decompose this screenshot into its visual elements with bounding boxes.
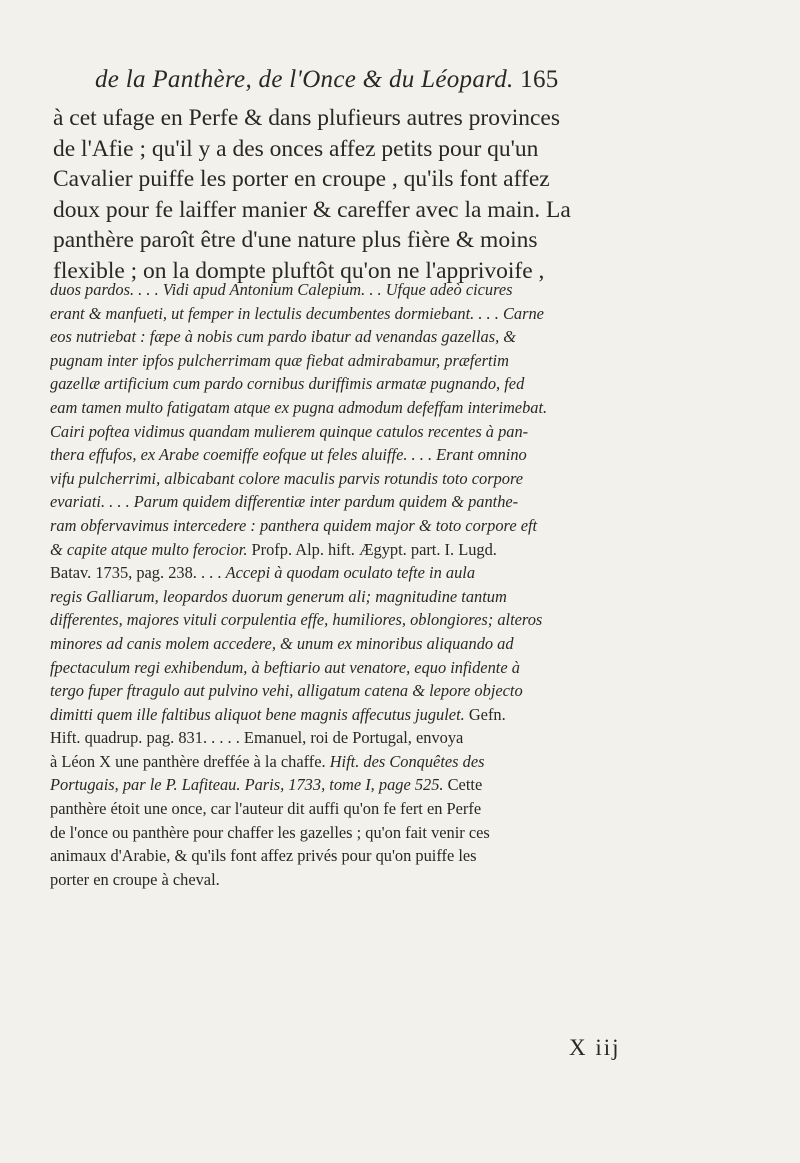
text-line: Cavalier puiffe les porter en croupe , qu'ils font affez: [53, 166, 550, 193]
footnote-run: pugnam inter ipfos pulcherrimam quæ fiebat admirabamur, præfertim: [50, 350, 509, 370]
footnote-line: [50, 750, 660, 774]
running-title: de la Panthère, de l'Once & du Léopard.: [95, 66, 514, 93]
footnote-run: Hift. quadrup. pag. 831. . . . . Emanuel, roi de Portugal, envoya: [50, 728, 464, 748]
main-text: [53, 103, 655, 287]
footnote-run: animaux d'Arabie, & qu'ils font affez privés pour qu'on puiffe les: [50, 846, 477, 866]
footnote-run: Cairi poftea vidimus quandam mulierem quinque catulos recentes à pan-: [50, 421, 529, 441]
footnote-run: vifu pulcherrimi, albicabant colore maculis parvis rotundis toto corpore: [50, 468, 524, 488]
footnote-run: eos nutriebat : fæpe à nobis cum pardo ibatur ad venandas gazellas, &: [50, 327, 517, 347]
footnote-line: [50, 278, 660, 302]
footnote-line: [50, 302, 660, 326]
text-line: panthère paroît être d'une nature plus fière & moins: [53, 227, 538, 254]
footnote-run: Cette: [447, 775, 483, 795]
footnote-run: Gefn.: [468, 704, 506, 724]
footnote-run: minores ad canis molem accedere, & unum ex minoribus aliquando ad: [50, 633, 514, 653]
footnote-run: regis Galliarum, leopardos duorum generum ali; magnitudine tantum: [50, 586, 507, 606]
footnote-line: [50, 679, 660, 703]
footnote: [50, 278, 660, 891]
footnote-run: evariati. . . . Parum quidem differentiæ inter pardum quidem & panthe-: [50, 492, 519, 512]
footnote-line: [50, 821, 660, 845]
footnote-line: [50, 585, 660, 609]
footnote-run: Batav. 1735, pag. 238. . . .: [50, 563, 226, 583]
footnote-line: [50, 325, 660, 349]
footnote-line: [50, 420, 660, 444]
footnote-run: Hift. des Conquêtes des: [329, 751, 485, 771]
footnote-run: Portugais, par le P. Lafiteau. Paris, 1733, tome I, page 525.: [50, 775, 448, 795]
footnote-line: [50, 443, 660, 467]
footnote-run: & capite atque multo ferocior.: [50, 539, 252, 559]
footnote-line: [50, 703, 660, 727]
text-line: à cet ufage en Perfe & dans plufieurs autres provinces: [53, 105, 561, 131]
footnote-run: differentes, majores vituli corpulentia effe, humiliores, oblongiores; alteros: [50, 610, 543, 630]
text-line: flexible ; on la dompte pluftôt qu'on ne l'apprivoife ,: [53, 257, 545, 284]
footnote-line: [50, 490, 660, 514]
footnote-run: Accepi à quodam oculato tefte in aula: [225, 563, 476, 583]
signature-mark: X iij: [569, 1035, 621, 1060]
footnote-line: [50, 538, 660, 562]
page-number: 165: [520, 66, 559, 93]
footnote-line: [50, 726, 660, 750]
footnote-run: fpectaculum regi exhibendum, à beftiario aut venatore, equo infidente à: [50, 657, 520, 677]
footnote-run: eam tamen multo fatigatam atque ex pugna admodum defeffam interimebat.: [50, 397, 548, 417]
footnote-line: [50, 797, 660, 821]
footnote-line: [50, 349, 660, 373]
footnote-run: erant & manfueti, ut femper in lectulis decumbentes dormiebant. . . . Carne: [50, 303, 544, 323]
text-line: doux pour fe laiffer manier & careffer avec la main. La: [53, 196, 571, 223]
footnote-run: à Léon X une panthère dreffée à la chaffe.: [50, 751, 330, 771]
footnote-line: [50, 773, 660, 797]
footnote-line: [50, 844, 660, 868]
footnote-line: [50, 467, 660, 491]
footnote-line: [50, 608, 660, 632]
footnote-line: [50, 656, 660, 680]
footnote-line: [50, 632, 660, 656]
footnote-run: thera effufos, ex Arabe coemiffe eofque ut feles aluiffe. . . . Erant omnino: [50, 445, 527, 465]
footnote-line: [50, 372, 660, 396]
footnote-run: dimitti quem ille faltibus aliquot bene magnis affecutus jugulet.: [50, 704, 469, 724]
footnote-line: [50, 868, 660, 892]
text-line: de l'Afie ; qu'il y a des onces affez petits pour qu'un: [53, 135, 539, 162]
footnote-run: duos pardos. . . . Vidi apud Antonium Calepium. . . Ufque adeò cicures: [50, 280, 513, 299]
footnote-line: [50, 396, 660, 420]
footnote-run: ram obfervavimus intercedere : panthera quidem major & toto corpore eft: [50, 515, 538, 535]
running-header: [95, 66, 655, 94]
footnote-run: de l'once ou panthère pour chaffer les gazelles ; qu'on fait venir ces: [50, 822, 490, 842]
footnote-line: [50, 514, 660, 538]
footnote-run: Profp. Alp. hift. Ægypt. part. I. Lugd.: [251, 539, 497, 559]
footnote-run: tergo fuper ftragulo aut pulvino vehi, alligatum catena & lepore objecto: [50, 681, 523, 701]
footnote-run: gazellæ artificium cum pardo cornibus duriffimis armatæ pugnando, fed: [50, 374, 525, 394]
footnote-run: panthère étoit une once, car l'auteur dit auffi qu'on fe fert en Perfe: [50, 799, 482, 819]
footnote-line: [50, 561, 660, 585]
footnote-run: porter en croupe à cheval.: [50, 869, 220, 889]
